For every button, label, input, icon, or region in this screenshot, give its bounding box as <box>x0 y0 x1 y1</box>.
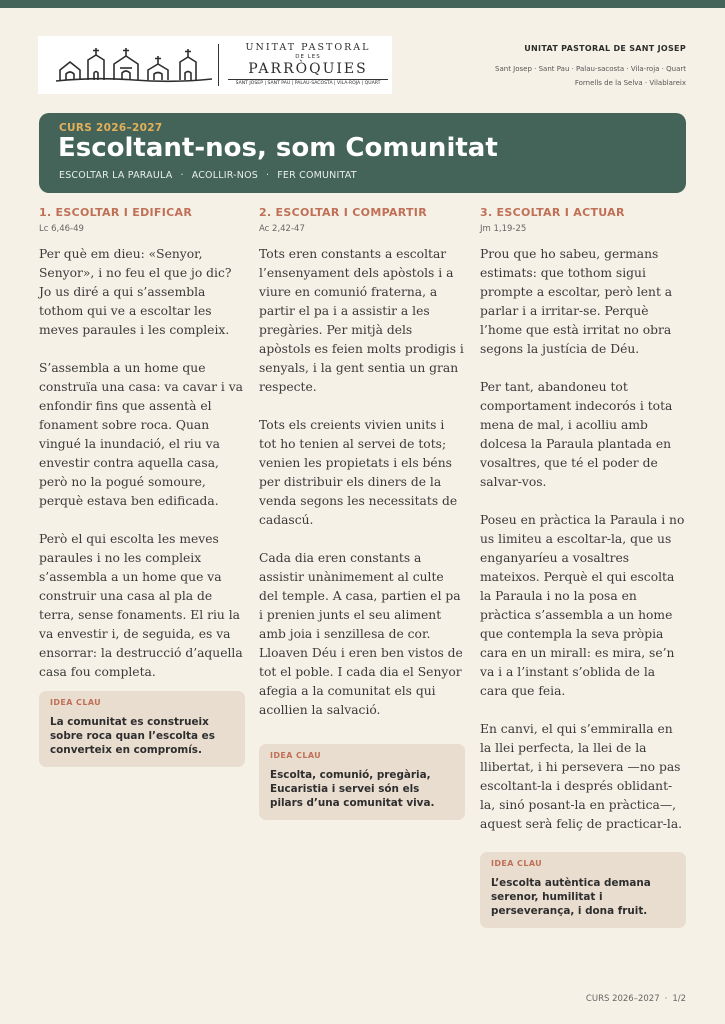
title-banner <box>39 113 686 193</box>
scripture-reference: Jm 1,19-25 <box>480 224 527 234</box>
logo-line-3: PARRÒQUIES <box>248 61 368 77</box>
paragraph: Prou que ho sabeu, germans estimats: que tothom sigui prompte a escoltar, però lent a parlar i a irritar-se. Perquè l’home que està irritat no obra segons la justícia de Déu. <box>480 247 673 356</box>
column-3 <box>480 206 686 834</box>
logo-line-2: DE LES <box>295 54 321 60</box>
logo-divider <box>218 44 219 86</box>
scripture-reference: Ac 2,42-47 <box>259 224 305 234</box>
paragraph: Però el qui escolta les meves paraules i no les compleix s’assembla a un home que va construir una casa al pla de terra, sense fonaments. El riu la va envestir i, de seguida, es va ensorrar: la destrucció d’aquella casa fou completa. <box>39 532 243 679</box>
theme-separator: · <box>180 170 184 181</box>
banner-themes <box>59 170 357 181</box>
paragraph: Poseu en pràctica la Paraula i no us limiteu a escoltar-la, que us enganyaríeu a vosaltres mateixos. Perquè el qui escolta la Paraula i no la posa en pràctica s’assembla a un home que contempla la seva pròpia cara en un mirall: es mira, se’n va i a l’instant s’oblida de la cara que feia. <box>480 513 685 698</box>
reading-text <box>480 245 686 834</box>
organization-title: UNITAT PASTORAL DE SANT JOSEP <box>524 44 686 53</box>
theme-3: FER COMUNITAT <box>277 170 357 181</box>
logo-line-4: SANT JOSEP | SANT PAU | PALAU-SACOSTA | VILA-ROJA | QUART <box>228 79 388 88</box>
key-idea-box <box>259 744 465 820</box>
key-idea-box <box>480 852 686 928</box>
section-heading: 2. ESCOLTAR I COMPARTIR <box>259 206 427 219</box>
page-footer <box>586 994 686 1004</box>
course-label: CURS 2026–2027 <box>59 122 163 134</box>
paragraph: S’assembla a un home que construïa una casa: va cavar i va enfondir fins que assentà el fonament sobre roca. Quan vingué la inundació, el riu va envestir contra aquella casa, però no la pogué somoure, perquè estava ben edificada. <box>39 361 244 508</box>
top-bar <box>0 0 725 8</box>
key-idea-box <box>39 691 245 767</box>
page-number: 1/2 <box>672 994 686 1004</box>
key-idea-text: L’escolta autèntica demana serenor, humilitat i perseverança, i dona fruit. <box>491 877 651 917</box>
theme-separator: · <box>265 170 270 181</box>
section-heading: 1. ESCOLTAR I EDIFICAR <box>39 206 193 219</box>
footer-separator: · <box>664 994 668 1004</box>
key-idea-text: La comunitat es construeix sobre roca quan l’escolta es converteix en compromís. <box>50 716 215 756</box>
churches-icon <box>56 44 212 88</box>
column-1 <box>39 206 245 682</box>
column-2 <box>259 206 465 720</box>
logo-line-1: UNITAT PASTORAL <box>245 42 371 53</box>
reading-text <box>259 245 465 720</box>
paragraph: Tots eren constants a escoltar l’ensenyament dels apòstols i a viure en comunió fraterna, a partir el pa i a assistir a les pregàries. Per mitjà dels apòstols es feien molts prodigis i senyals, i la gent sentia un gran respecte. <box>259 247 464 394</box>
organization-info <box>495 44 686 90</box>
paragraph: Cada dia eren constants a assistir unànimement al culte del temple. A casa, partien el pa i prenien junts el seu aliment amb joia i senzillesa de cor. Lloaven Déu i eren ben vistos de tot el poble. I cada dia el Senyor afegia a la comunitat els qui acollien la salvació. <box>259 551 463 717</box>
paragraph: En canvi, el qui s’emmiralla en la llei perfecta, la llei de la llibertat, i hi persevera —no pas escoltant-la i després oblidant-la, sinó posant-la en pràctica—, aquest serà feliç de practicar-la. <box>480 722 683 831</box>
key-idea-label: IDEA CLAU <box>270 751 322 760</box>
reading-text <box>39 245 245 682</box>
section-heading: 3. ESCOLTAR I ACTUAR <box>480 206 625 219</box>
organization-parishes-2: Fornells de la Selva · Vilablareix <box>574 79 686 87</box>
organization-parishes: Sant Josep · Sant Pau · Palau-sacosta · Vila-roja · Quart <box>495 65 686 73</box>
key-idea-text: Escolta, comunió, pregària, Eucaristia i servei són els pilars d’una comunitat viva. <box>270 769 435 809</box>
parish-logo <box>38 36 392 94</box>
key-idea-label: IDEA CLAU <box>50 698 102 707</box>
key-idea-label: IDEA CLAU <box>491 859 543 868</box>
theme-2: ACOLLIR-NOS <box>191 170 258 181</box>
paragraph: Tots els creients vivien units i tot ho tenien al servei de tots; venien les propietats i els béns per distribuir els diners de la venda segons les necessitats de cadascú. <box>259 418 458 527</box>
logo-wordmark <box>228 42 388 88</box>
footer-course: CURS 2026–2027 <box>585 994 660 1004</box>
scripture-reference: Lc 6,46-49 <box>39 224 84 234</box>
theme-1: ESCOLTAR LA PARAULA <box>59 170 173 181</box>
paragraph: Per què em dieu: «Senyor, Senyor», i no feu el que jo dic? Jo us diré a qui s’assembla tothom qui ve a escoltar les meves paraules i les compleix. <box>39 247 232 337</box>
paragraph: Per tant, abandoneu tot comportament indecorós i tota mena de mal, i acolliu amb dolcesa la Paraula plantada en vosaltres, que té el poder de salvar-vos. <box>480 380 673 489</box>
page-title: Escoltant-nos, som Comunitat <box>58 133 498 163</box>
